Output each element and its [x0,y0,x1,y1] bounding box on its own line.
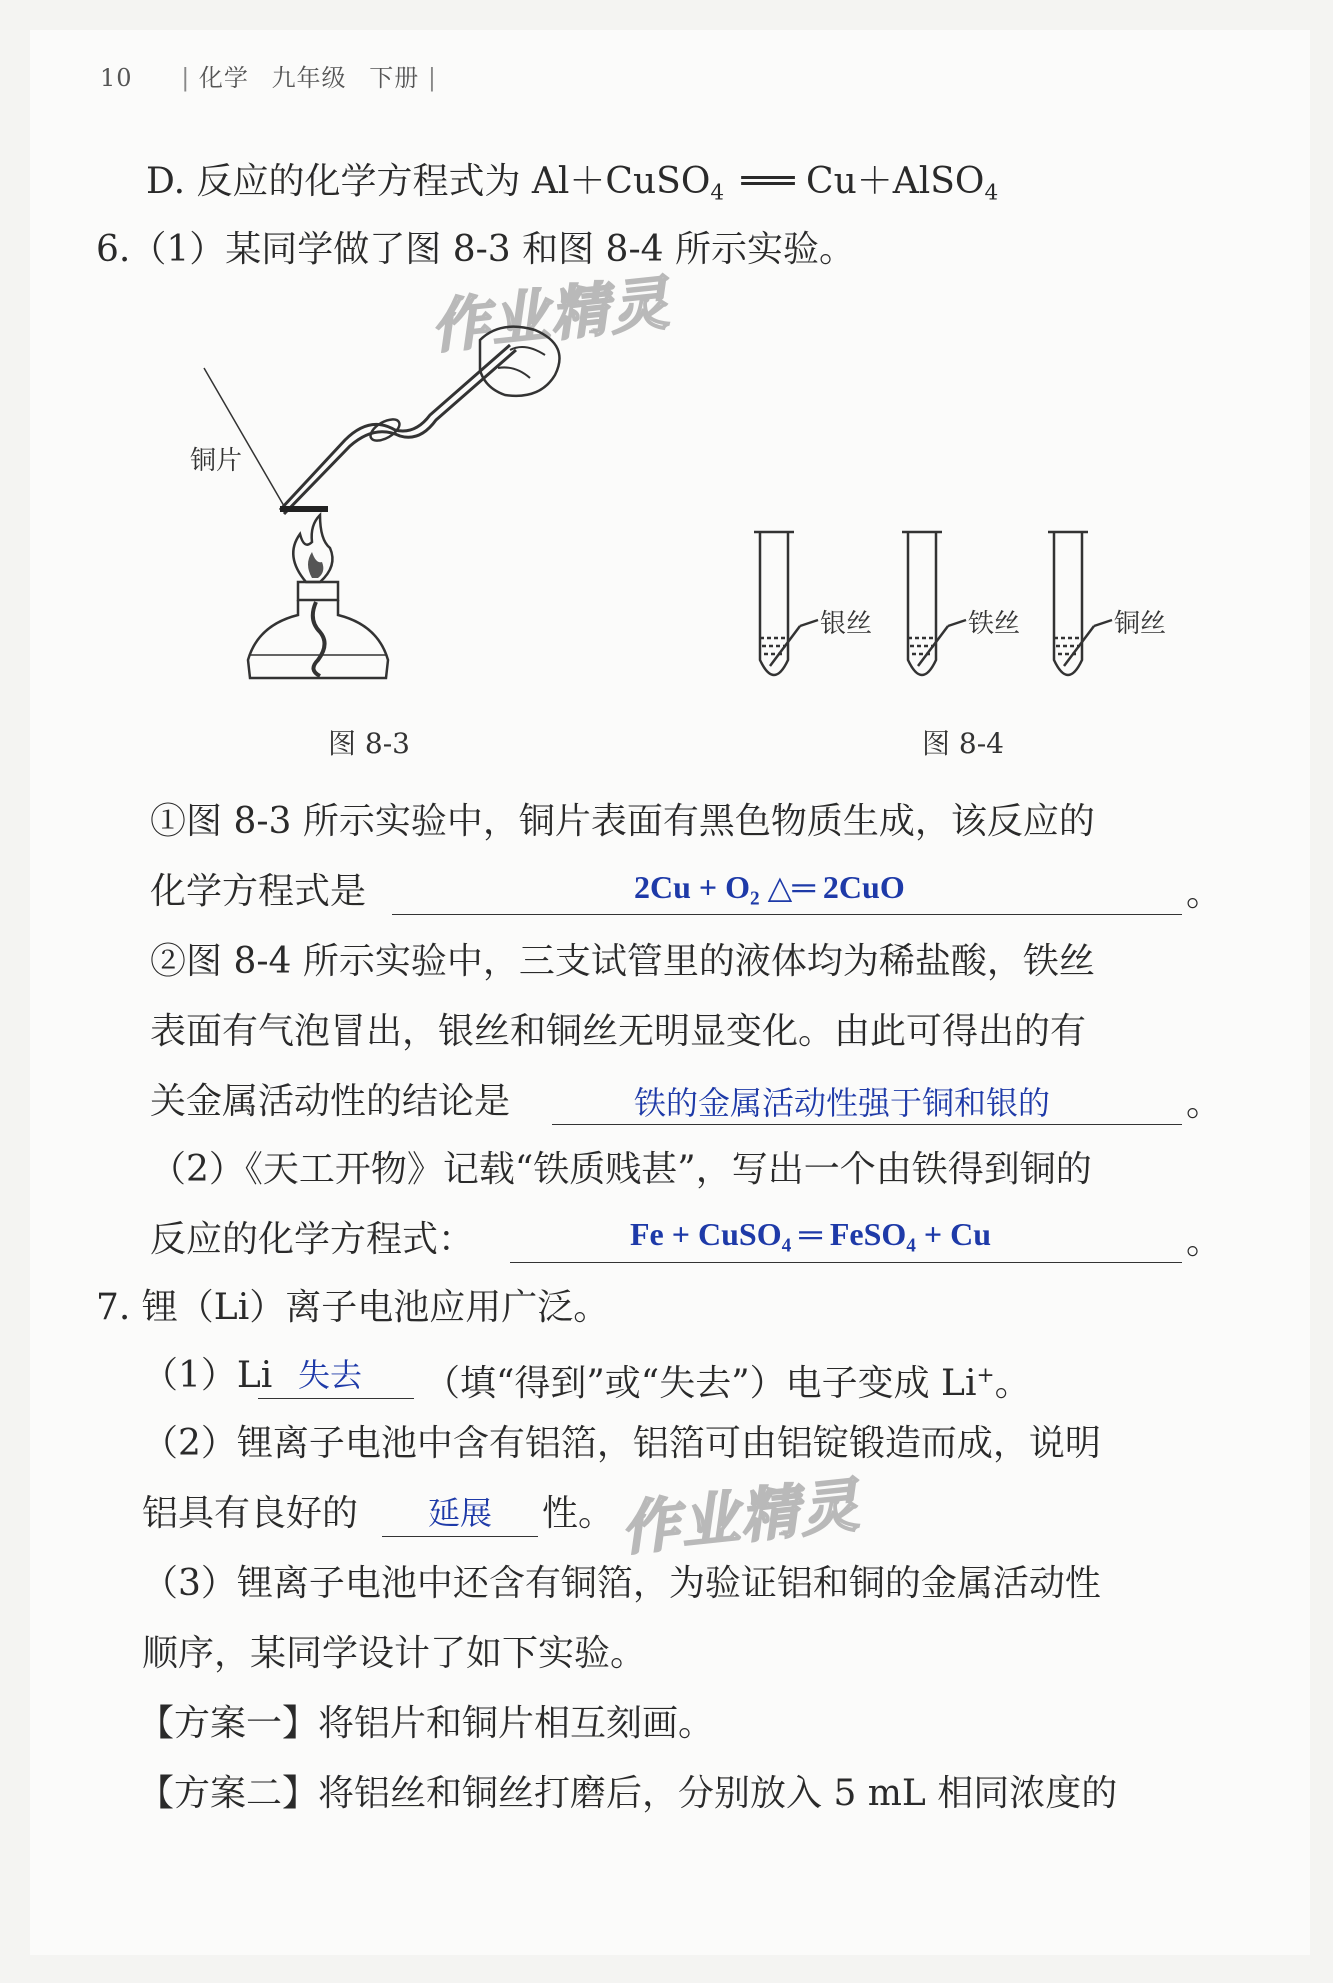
iron-wire-label: 铁丝 [968,609,1021,639]
q7-plan-1: 【方案一】将铝片和铜片相互刻画。 [138,1703,715,1744]
q7-p2-post: 性。 [542,1493,615,1534]
q6-p3-answer: Fe + CuSO₄ ═ FeSO₄ + Cu [630,1216,992,1252]
figure-8-3-illustration [180,320,640,700]
q6-p2-answer: 铁的金属活动性强于铜和银的 [634,1084,1051,1122]
page-header: 10 | 化学 九年级 下册 | [100,64,437,92]
q6-p1-line2: 化学方程式是 [150,871,367,912]
q7-intro: 7. 锂（Li）离子电池应用广泛。 [96,1287,610,1328]
q7-p1-pre: （1）Li [142,1355,273,1396]
q5-option-d: D. 反应的化学方程式为 Al＋CuSO$_4$ ═══ Cu＋AlSO$_4$ [146,161,999,206]
q7-p3-line2: 顺序，某同学设计了如下实验。 [142,1633,647,1674]
q7-p2-answer-line [382,1536,538,1537]
q6-p2-answer-line [552,1124,1182,1125]
q6-p2-line3: 关金属活动性的结论是 [150,1081,511,1122]
q6-p2-line2: 表面有气泡冒出，银丝和铜丝无明显变化。由此可得出的有 [150,1011,1087,1052]
figure-8-4-caption: 图 8-4 [922,727,1004,760]
q6-p3-end: 。 [1186,1221,1223,1262]
q6-p2-line1: ②图 8-4 所示实验中，三支试管里的液体均为稀盐酸，铁丝 [150,941,1095,982]
page-number: 10 [100,64,133,92]
q7-p2-line1: （2）锂离子电池中含有铝箔，铝箔可由铝锭锻造而成，说明 [142,1423,1101,1464]
q6-p2-end: 。 [1186,1083,1223,1124]
figure-8-3-caption: 图 8-3 [328,727,410,760]
header-volume: 下册 [369,64,420,92]
copper-wire-label: 铜丝 [1114,609,1167,639]
q6-intro: 6.（1）某同学做了图 8-3 和图 8-4 所示实验。 [96,229,855,270]
q7-p1-post: （填“得到”或“失去”）电子变成 Li+。 [424,1362,1031,1404]
q7-p1-answer-line [258,1398,414,1399]
q6-p3-line1: （2）《天工开物》记载“铁质贱甚”，写出一个由铁得到铜的 [150,1149,1092,1190]
silver-wire-label: 银丝 [820,609,873,639]
header-grade: 九年级 [271,64,347,92]
copper-sheet-label: 铜片 [190,446,243,476]
q6-p3-line2: 反应的化学方程式： [150,1219,475,1260]
q7-p1-answer: 失去 [298,1356,363,1394]
q7-p2-answer: 延展 [428,1494,493,1532]
q6-p1-line1: ①图 8-3 所示实验中，铜片表面有黑色物质生成，该反应的 [150,801,1095,842]
watermark-2: 作业精灵 [617,1470,864,1564]
q6-p1-answer: 2Cu + O₂ △═ 2CuO [634,869,905,905]
q6-p3-answer-line [510,1262,1182,1263]
q7-p2-pre: 铝具有良好的 [142,1493,359,1534]
q6-p1-end: 。 [1186,873,1223,914]
q7-p3-line1: （3）锂离子电池中还含有铜箔，为验证铝和铜的金属活动性 [142,1563,1101,1604]
header-subject: 化学 [198,64,249,92]
watermark-1: 作业精灵 [427,268,674,362]
q6-p1-answer-line [392,914,1182,915]
q7-plan-2: 【方案二】将铝丝和铜丝打磨后，分别放入 5 mL 相同浓度的 [138,1773,1118,1814]
